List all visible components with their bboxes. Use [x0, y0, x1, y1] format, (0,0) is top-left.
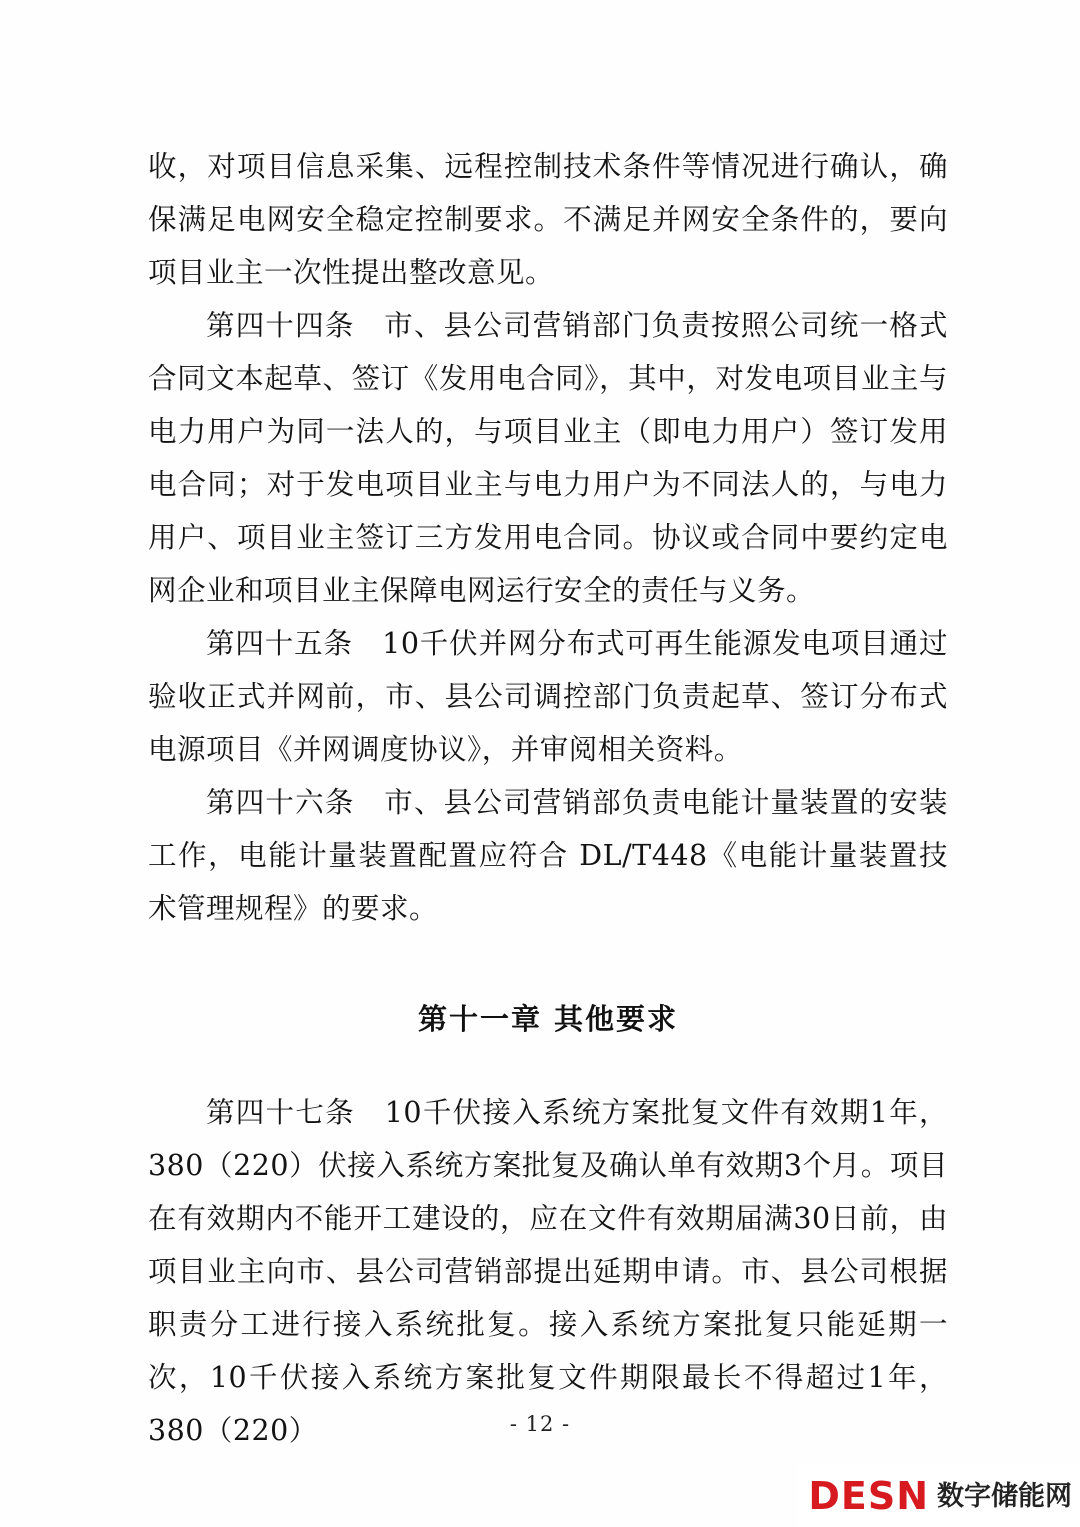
paragraph-article-46: 第四十六条 市、县公司营销部负责电能计量装置的安装工作，电能计量装置配置应符合 DL/T448《电能计量装置技术管理规程》的要求。 [148, 786, 948, 925]
paragraph-article-45: 第四十五条 10千伏并网分布式可再生能源发电项目通过验收正式并网前，市、县公司调控部门负责起草、签订分布式电源项目《并网调度协议》，并审阅相关资料。 [148, 627, 948, 766]
watermark-logo [798, 1465, 1080, 1527]
watermark-brand-cn: 数字储能网 [937, 1480, 1072, 1512]
page-content [148, 140, 948, 1457]
watermark-brand-latin: DESN [808, 1474, 929, 1518]
chapter-heading: 第十一章 其他要求 [417, 1002, 679, 1036]
page-number: - 12 - [509, 1412, 571, 1436]
paragraph-article-44: 第四十四条 市、县公司营销部门负责按照公司统一格式合同文本起草、签订《发用电合同》，其中，对发电项目业主与电力用户为同一法人的，与项目业主（即电力用户）签订发用电合同；对于发电项目业主与电力用户为不同法人的，与电力用户、项目业主签订三方发用电合同。协议或合同中要约定电网企业和项目业主保障电网运行安全的责任与义务。 [148, 309, 948, 607]
paragraph-article-47: 第四十七条 10千伏接入系统方案批复文件有效期1年，380（220）伏接入系统方案批复及确认单有效期3个月。项目在有效期内不能开工建设的，应在文件有效期届满30日前，由项目业主向市、县公司营销部提出延期申请。市、县公司根据职责分工进行接入系统批复。接入系统方案批复只能延期一次，10千伏接入系统方案批复文件期限最长不得超过1年，380（220） [148, 1096, 948, 1447]
paragraph-continued: 收，对项目信息采集、远程控制技术条件等情况进行确认，确保满足电网安全稳定控制要求。不满足并网安全条件的，要向项目业主一次性提出整改意见。 [148, 150, 948, 289]
